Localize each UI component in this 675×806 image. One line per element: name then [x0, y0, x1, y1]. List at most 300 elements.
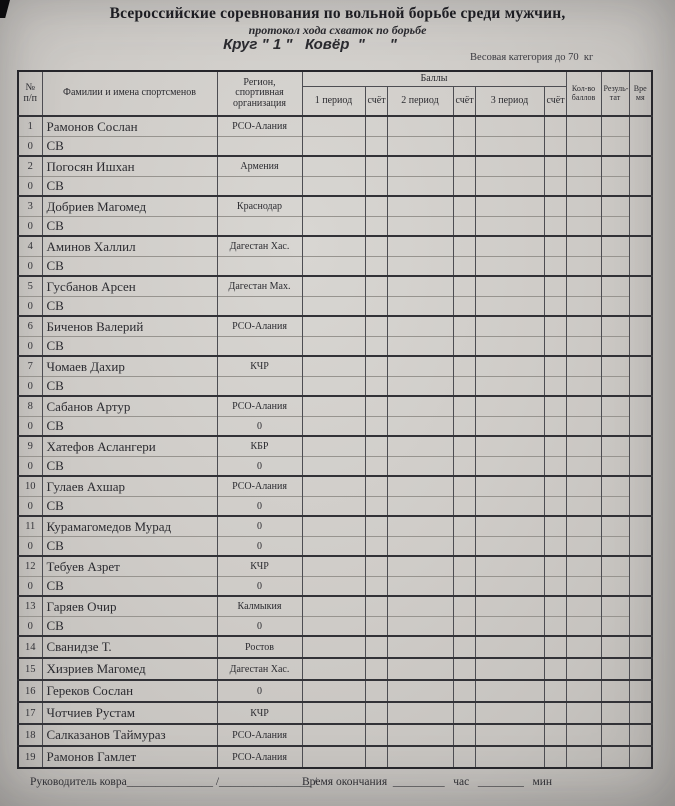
sv-region	[217, 217, 302, 237]
result-cell	[601, 556, 629, 577]
period3-cell	[475, 636, 544, 658]
score3-cell	[544, 177, 566, 197]
sv-label: СВ	[42, 417, 217, 437]
athlete-name: Чомаев Дахир	[42, 356, 217, 377]
sv-number: 0	[18, 257, 42, 277]
score1-cell	[365, 596, 387, 617]
result-cell	[601, 476, 629, 497]
weight-category-label: Весовая категория до 70 кг	[470, 52, 594, 63]
score2-cell	[453, 196, 475, 217]
score1-cell	[365, 316, 387, 337]
result-cell	[601, 577, 629, 597]
total-points-cell	[566, 636, 601, 658]
total-points-cell	[566, 137, 601, 157]
period1-cell	[302, 617, 365, 637]
sv-row	[18, 337, 652, 357]
time-cell	[629, 116, 652, 156]
score1-cell	[365, 636, 387, 658]
athlete-region: Ростов	[217, 636, 302, 658]
athlete-row	[18, 658, 652, 680]
period1-cell	[302, 297, 365, 317]
result-cell	[601, 377, 629, 397]
period3-cell	[475, 156, 544, 177]
score1-cell	[365, 436, 387, 457]
athlete-row	[18, 556, 652, 577]
period3-cell	[475, 116, 544, 137]
time-cell	[629, 556, 652, 596]
athlete-region: РСО-Алания	[217, 116, 302, 137]
athlete-region: РСО-Алания	[217, 396, 302, 417]
athlete-region: Краснодар	[217, 196, 302, 217]
score2-cell	[453, 137, 475, 157]
result-cell	[601, 356, 629, 377]
period1-cell	[302, 156, 365, 177]
athlete-number: 7	[18, 356, 42, 377]
period3-cell	[475, 297, 544, 317]
period1-cell	[302, 396, 365, 417]
sv-region	[217, 177, 302, 197]
athlete-number: 4	[18, 236, 42, 257]
period3-cell	[475, 396, 544, 417]
period3-cell	[475, 137, 544, 157]
period2-cell	[387, 377, 453, 397]
result-cell	[601, 516, 629, 537]
period3-cell	[475, 196, 544, 217]
sv-number: 0	[18, 137, 42, 157]
period1-cell	[302, 476, 365, 497]
athlete-region: КЧР	[217, 356, 302, 377]
sv-number: 0	[18, 417, 42, 437]
period3-cell	[475, 377, 544, 397]
period3-cell	[475, 217, 544, 237]
result-cell	[601, 196, 629, 217]
period1-cell	[302, 417, 365, 437]
athlete-row	[18, 116, 652, 137]
total-points-cell	[566, 537, 601, 557]
end-time-line: Время окончания _________ час ________ мин	[302, 776, 553, 788]
athlete-name: Хатефов Аслангери	[42, 436, 217, 457]
period2-cell	[387, 116, 453, 137]
period1-cell	[302, 276, 365, 297]
period3-cell	[475, 436, 544, 457]
period3-cell	[475, 680, 544, 702]
period1-cell	[302, 702, 365, 724]
score1-cell	[365, 196, 387, 217]
score3-cell	[544, 436, 566, 457]
score2-cell	[453, 177, 475, 197]
sv-number: 0	[18, 457, 42, 477]
score1-cell	[365, 257, 387, 277]
result-cell	[601, 316, 629, 337]
sv-number: 0	[18, 497, 42, 517]
sv-label: СВ	[42, 457, 217, 477]
athlete-number: 15	[18, 658, 42, 680]
score3-cell	[544, 137, 566, 157]
total-points-cell	[566, 577, 601, 597]
period3-cell	[475, 658, 544, 680]
result-cell	[601, 177, 629, 197]
period2-cell	[387, 196, 453, 217]
period1-cell	[302, 724, 365, 746]
time-cell	[629, 276, 652, 316]
result-cell	[601, 497, 629, 517]
sv-row	[18, 417, 652, 437]
athlete-name: Чотчиев Рустам	[42, 702, 217, 724]
score1-cell	[365, 516, 387, 537]
athlete-name: Гаряев Очир	[42, 596, 217, 617]
period3-cell	[475, 516, 544, 537]
result-cell	[601, 396, 629, 417]
total-points-cell	[566, 417, 601, 437]
score3-cell	[544, 476, 566, 497]
athlete-name: Гусбанов Арсен	[42, 276, 217, 297]
sv-number: 0	[18, 217, 42, 237]
score3-cell	[544, 516, 566, 537]
header-period-1: 1 период	[302, 87, 365, 117]
period1-cell	[302, 556, 365, 577]
athlete-row	[18, 396, 652, 417]
athlete-row	[18, 196, 652, 217]
score2-cell	[453, 276, 475, 297]
score2-cell	[453, 680, 475, 702]
period2-cell	[387, 156, 453, 177]
score3-cell	[544, 356, 566, 377]
period1-cell	[302, 658, 365, 680]
sv-label: СВ	[42, 537, 217, 557]
header-points-group: Баллы	[302, 71, 566, 87]
result-cell	[601, 137, 629, 157]
result-cell	[601, 257, 629, 277]
athlete-number: 19	[18, 746, 42, 768]
athlete-number: 3	[18, 196, 42, 217]
score3-cell	[544, 276, 566, 297]
sv-label: СВ	[42, 577, 217, 597]
header-score-3: счёт	[544, 87, 566, 117]
period2-cell	[387, 417, 453, 437]
period1-cell	[302, 596, 365, 617]
period1-cell	[302, 680, 365, 702]
time-cell	[629, 156, 652, 196]
athlete-row	[18, 746, 652, 768]
athlete-region: Армения	[217, 156, 302, 177]
period1-cell	[302, 316, 365, 337]
period1-cell	[302, 377, 365, 397]
sv-label: СВ	[42, 217, 217, 237]
period3-cell	[475, 497, 544, 517]
athlete-name: Салказанов Таймураз	[42, 724, 217, 746]
athlete-name: Гереков Сослан	[42, 680, 217, 702]
total-points-cell	[566, 702, 601, 724]
score2-cell	[453, 417, 475, 437]
time-cell	[629, 476, 652, 516]
athlete-region: Калмыкия	[217, 596, 302, 617]
athlete-name: Добриев Магомед	[42, 196, 217, 217]
period2-cell	[387, 297, 453, 317]
athlete-name: Тебуев Азрет	[42, 556, 217, 577]
result-cell	[601, 537, 629, 557]
score2-cell	[453, 337, 475, 357]
period3-cell	[475, 702, 544, 724]
athlete-region: Дагестан Хас.	[217, 658, 302, 680]
score2-cell	[453, 116, 475, 137]
total-points-cell	[566, 156, 601, 177]
score1-cell	[365, 137, 387, 157]
score3-cell	[544, 596, 566, 617]
sv-row	[18, 217, 652, 237]
sv-number: 0	[18, 537, 42, 557]
athlete-number: 6	[18, 316, 42, 337]
total-points-cell	[566, 436, 601, 457]
result-cell	[601, 116, 629, 137]
score3-cell	[544, 658, 566, 680]
period2-cell	[387, 658, 453, 680]
score2-cell	[453, 577, 475, 597]
athlete-number: 2	[18, 156, 42, 177]
sv-region: 0	[217, 417, 302, 437]
athlete-region: РСО-Алания	[217, 476, 302, 497]
athlete-name: Сабанов Артур	[42, 396, 217, 417]
sv-row	[18, 297, 652, 317]
score3-cell	[544, 377, 566, 397]
total-points-cell	[566, 116, 601, 137]
score1-cell	[365, 297, 387, 317]
sv-label: СВ	[42, 377, 217, 397]
score1-cell	[365, 702, 387, 724]
athlete-row	[18, 156, 652, 177]
sv-number: 0	[18, 337, 42, 357]
table-header	[18, 71, 652, 116]
result-cell	[601, 617, 629, 637]
score2-cell	[453, 436, 475, 457]
athlete-row	[18, 636, 652, 658]
period2-cell	[387, 746, 453, 768]
score1-cell	[365, 236, 387, 257]
period1-cell	[302, 537, 365, 557]
time-cell	[629, 680, 652, 702]
period1-cell	[302, 236, 365, 257]
athlete-region: РСО-Алания	[217, 316, 302, 337]
sv-label: СВ	[42, 257, 217, 277]
score1-cell	[365, 417, 387, 437]
sv-region	[217, 297, 302, 317]
total-points-cell	[566, 516, 601, 537]
score3-cell	[544, 316, 566, 337]
athlete-number: 8	[18, 396, 42, 417]
total-points-cell	[566, 297, 601, 317]
page-subtitle: протокол хода схваток по борьбе	[248, 23, 427, 37]
period2-cell	[387, 137, 453, 157]
result-cell	[601, 702, 629, 724]
score1-cell	[365, 116, 387, 137]
score2-cell	[453, 356, 475, 377]
total-points-cell	[566, 596, 601, 617]
score1-cell	[365, 457, 387, 477]
period2-cell	[387, 636, 453, 658]
period3-cell	[475, 617, 544, 637]
period1-cell	[302, 436, 365, 457]
period3-cell	[475, 356, 544, 377]
score3-cell	[544, 417, 566, 437]
period2-cell	[387, 236, 453, 257]
result-cell	[601, 596, 629, 617]
period2-cell	[387, 516, 453, 537]
period1-cell	[302, 177, 365, 197]
score2-cell	[453, 236, 475, 257]
total-points-cell	[566, 316, 601, 337]
period3-cell	[475, 337, 544, 357]
header-total-points: Кол-во баллов	[566, 71, 601, 116]
athlete-row	[18, 276, 652, 297]
total-points-cell	[566, 746, 601, 768]
period1-cell	[302, 137, 365, 157]
period2-cell	[387, 177, 453, 197]
period3-cell	[475, 556, 544, 577]
score1-cell	[365, 556, 387, 577]
athlete-number: 5	[18, 276, 42, 297]
score2-cell	[453, 457, 475, 477]
period2-cell	[387, 702, 453, 724]
period3-cell	[475, 257, 544, 277]
sv-label: СВ	[42, 137, 217, 157]
athlete-name: Гулаев Ахшар	[42, 476, 217, 497]
period2-cell	[387, 356, 453, 377]
sv-row	[18, 137, 652, 157]
score2-cell	[453, 617, 475, 637]
sv-region: 0	[217, 617, 302, 637]
period2-cell	[387, 257, 453, 277]
athlete-region: Дагестан Мах.	[217, 276, 302, 297]
table-body	[18, 116, 652, 768]
athlete-name: Хизриев Магомед	[42, 658, 217, 680]
athlete-number: 9	[18, 436, 42, 457]
athlete-number: 1	[18, 116, 42, 137]
total-points-cell	[566, 724, 601, 746]
total-points-cell	[566, 217, 601, 237]
athlete-number: 13	[18, 596, 42, 617]
score2-cell	[453, 516, 475, 537]
mat-supervisor-signature-line: Руководитель ковра_______________ /________________ /	[30, 776, 318, 788]
score2-cell	[453, 658, 475, 680]
period2-cell	[387, 617, 453, 637]
time-cell	[629, 724, 652, 746]
athlete-name: Сванидзе Т.	[42, 636, 217, 658]
period2-cell	[387, 497, 453, 517]
athlete-region: КБР	[217, 436, 302, 457]
total-points-cell	[566, 257, 601, 277]
score3-cell	[544, 636, 566, 658]
result-cell	[601, 658, 629, 680]
time-cell	[629, 746, 652, 768]
score2-cell	[453, 596, 475, 617]
athlete-name: Курамагомедов Мурад	[42, 516, 217, 537]
result-cell	[601, 337, 629, 357]
sv-label: СВ	[42, 337, 217, 357]
period1-cell	[302, 337, 365, 357]
athlete-number: 10	[18, 476, 42, 497]
score2-cell	[453, 316, 475, 337]
page-title: Всероссийские соревнования по вольной борьбе среди мужчин,	[109, 5, 566, 22]
period3-cell	[475, 577, 544, 597]
sv-region: 0	[217, 457, 302, 477]
score3-cell	[544, 116, 566, 137]
score3-cell	[544, 457, 566, 477]
score3-cell	[544, 702, 566, 724]
athlete-name: Рамонов Гамлет	[42, 746, 217, 768]
score1-cell	[365, 537, 387, 557]
score3-cell	[544, 556, 566, 577]
period1-cell	[302, 196, 365, 217]
total-points-cell	[566, 196, 601, 217]
score2-cell	[453, 396, 475, 417]
score3-cell	[544, 680, 566, 702]
score1-cell	[365, 497, 387, 517]
score3-cell	[544, 236, 566, 257]
period1-cell	[302, 516, 365, 537]
athlete-number: 14	[18, 636, 42, 658]
score1-cell	[365, 337, 387, 357]
athlete-row	[18, 702, 652, 724]
sv-row	[18, 177, 652, 197]
period2-cell	[387, 577, 453, 597]
athlete-number: 12	[18, 556, 42, 577]
period3-cell	[475, 457, 544, 477]
header-score-1: счёт	[365, 87, 387, 117]
score3-cell	[544, 577, 566, 597]
total-points-cell	[566, 377, 601, 397]
result-cell	[601, 724, 629, 746]
score1-cell	[365, 276, 387, 297]
period2-cell	[387, 680, 453, 702]
athlete-name: Биченов Валерий	[42, 316, 217, 337]
period1-cell	[302, 577, 365, 597]
time-cell	[629, 436, 652, 476]
score3-cell	[544, 724, 566, 746]
result-cell	[601, 680, 629, 702]
total-points-cell	[566, 177, 601, 197]
total-points-cell	[566, 476, 601, 497]
athlete-row	[18, 724, 652, 746]
score1-cell	[365, 617, 387, 637]
period3-cell	[475, 596, 544, 617]
score3-cell	[544, 257, 566, 277]
sv-label: СВ	[42, 297, 217, 317]
time-cell	[629, 196, 652, 236]
period2-cell	[387, 316, 453, 337]
athlete-row	[18, 596, 652, 617]
bout-protocol-table	[17, 70, 653, 769]
period1-cell	[302, 116, 365, 137]
time-cell	[629, 396, 652, 436]
period1-cell	[302, 746, 365, 768]
sv-row	[18, 537, 652, 557]
period2-cell	[387, 396, 453, 417]
total-points-cell	[566, 396, 601, 417]
athlete-region: РСО-Алания	[217, 746, 302, 768]
time-cell	[629, 702, 652, 724]
athlete-region: 0	[217, 516, 302, 537]
period3-cell	[475, 177, 544, 197]
score2-cell	[453, 746, 475, 768]
score1-cell	[365, 658, 387, 680]
result-cell	[601, 417, 629, 437]
period2-cell	[387, 724, 453, 746]
athlete-name: Погосян Ишхан	[42, 156, 217, 177]
sv-region: 0	[217, 497, 302, 517]
result-cell	[601, 297, 629, 317]
athlete-region: Дагестан Хас.	[217, 236, 302, 257]
period1-cell	[302, 356, 365, 377]
score3-cell	[544, 217, 566, 237]
